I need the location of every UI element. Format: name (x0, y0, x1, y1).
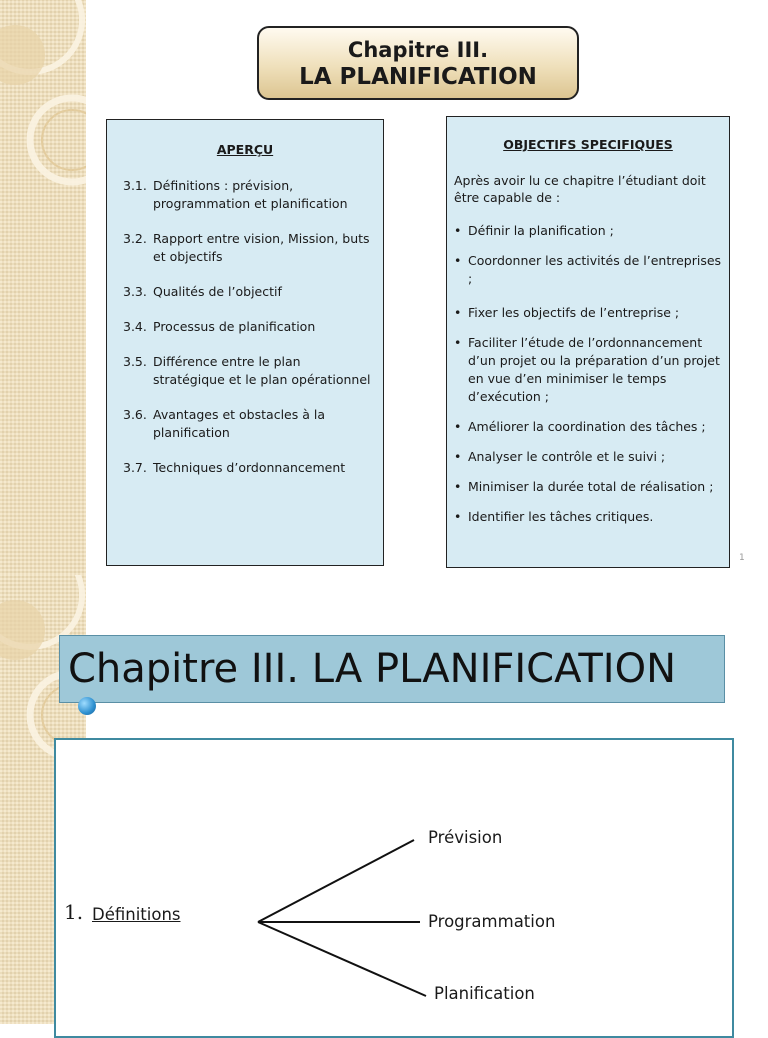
branch-planification: Planification (434, 984, 535, 1003)
objectif-item (454, 418, 727, 436)
objectif-text: Analyser le contrôle et le suivi ; (468, 449, 666, 464)
apercu-panel (106, 119, 384, 566)
apercu-item-number: 3.1. (123, 178, 147, 193)
apercu-item-number: 3.4. (123, 319, 147, 334)
objectif-text: Minimiser la durée total de réalisation ; (468, 479, 714, 494)
bullet-dot-icon (78, 697, 96, 715)
apercu-item-text: Rapport entre vision, Mission, buts et objectifs (153, 231, 370, 264)
branch-programmation: Programmation (428, 912, 556, 931)
apercu-item-number: 3.6. (123, 407, 147, 422)
apercu-item-text: Avantages et obstacles à la planification (153, 407, 325, 440)
objectifs-panel (446, 116, 730, 568)
apercu-item (123, 230, 373, 266)
decorative-side-strip (0, 0, 86, 575)
objectif-item (454, 478, 727, 496)
apercu-list (107, 177, 383, 477)
objectif-text: Améliorer la coordination des tâches ; (468, 419, 706, 434)
bullet-icon: • (454, 305, 462, 320)
objectif-item (454, 334, 727, 406)
objectif-text: Faciliter l’étude de l’ordonnancement d’un projet ou la préparation d’un projet en vue d’en minimiser le temps d’exécution ; (468, 335, 720, 404)
bullet-icon: • (454, 223, 462, 238)
bullet-icon: • (454, 335, 462, 350)
bullet-icon: • (454, 449, 462, 464)
chapter-title-box (257, 26, 579, 100)
apercu-item (123, 283, 373, 301)
slide2-title: Chapitre III. LA PLANIFICATION (59, 635, 725, 703)
objectif-text: Identifier les tâches critiques. (468, 509, 654, 524)
apercu-item-text: Processus de planification (153, 319, 316, 334)
apercu-heading: APERÇU (216, 142, 274, 157)
bullet-icon: • (454, 253, 462, 268)
objectif-item (454, 252, 727, 288)
bullet-icon: • (454, 509, 462, 524)
apercu-item (123, 177, 373, 213)
apercu-item (123, 459, 373, 477)
objectif-text: Coordonner les activités de l’entreprises ; (468, 253, 722, 286)
definitions-label: Définitions (92, 905, 181, 924)
objectif-item (454, 304, 727, 322)
objectif-text: Fixer les objectifs de l’entreprise ; (468, 305, 680, 320)
chapter-name-title: LA PLANIFICATION (299, 64, 537, 90)
slide2-content-frame (54, 738, 734, 1038)
bullet-icon: • (454, 419, 462, 434)
slide-page-number: 1 (739, 553, 745, 563)
apercu-item-number: 3.7. (123, 460, 147, 475)
objectifs-intro: Après avoir lu ce chapitre l’étudiant doit être capable de : (454, 173, 706, 205)
apercu-item-text: Différence entre le plan stratégique et le plan opérationnel (153, 354, 371, 387)
objectifs-list (447, 222, 729, 526)
apercu-item-number: 3.3. (123, 284, 147, 299)
apercu-item-text: Définitions : prévision, programmation et planification (153, 178, 348, 211)
objectif-item (454, 222, 727, 240)
objectif-text: Définir la planification ; (468, 223, 614, 238)
branch-prevision: Prévision (428, 828, 503, 847)
objectifs-heading: OBJECTIFS SPECIFIQUES (503, 137, 673, 152)
apercu-item-text: Techniques d’ordonnancement (153, 460, 346, 475)
objectif-item (454, 448, 727, 466)
apercu-item-number: 3.2. (123, 231, 147, 246)
apercu-item-text: Qualités de l’objectif (153, 284, 282, 299)
bullet-icon: • (454, 479, 462, 494)
apercu-item-number: 3.5. (123, 354, 147, 369)
apercu-item (123, 353, 373, 389)
definition-number: 1. (64, 900, 84, 924)
objectif-item (454, 508, 727, 526)
apercu-item (123, 318, 373, 336)
chapter-number-title: Chapitre III. (347, 38, 489, 62)
decorative-rings (0, 0, 86, 575)
apercu-item (123, 406, 373, 442)
